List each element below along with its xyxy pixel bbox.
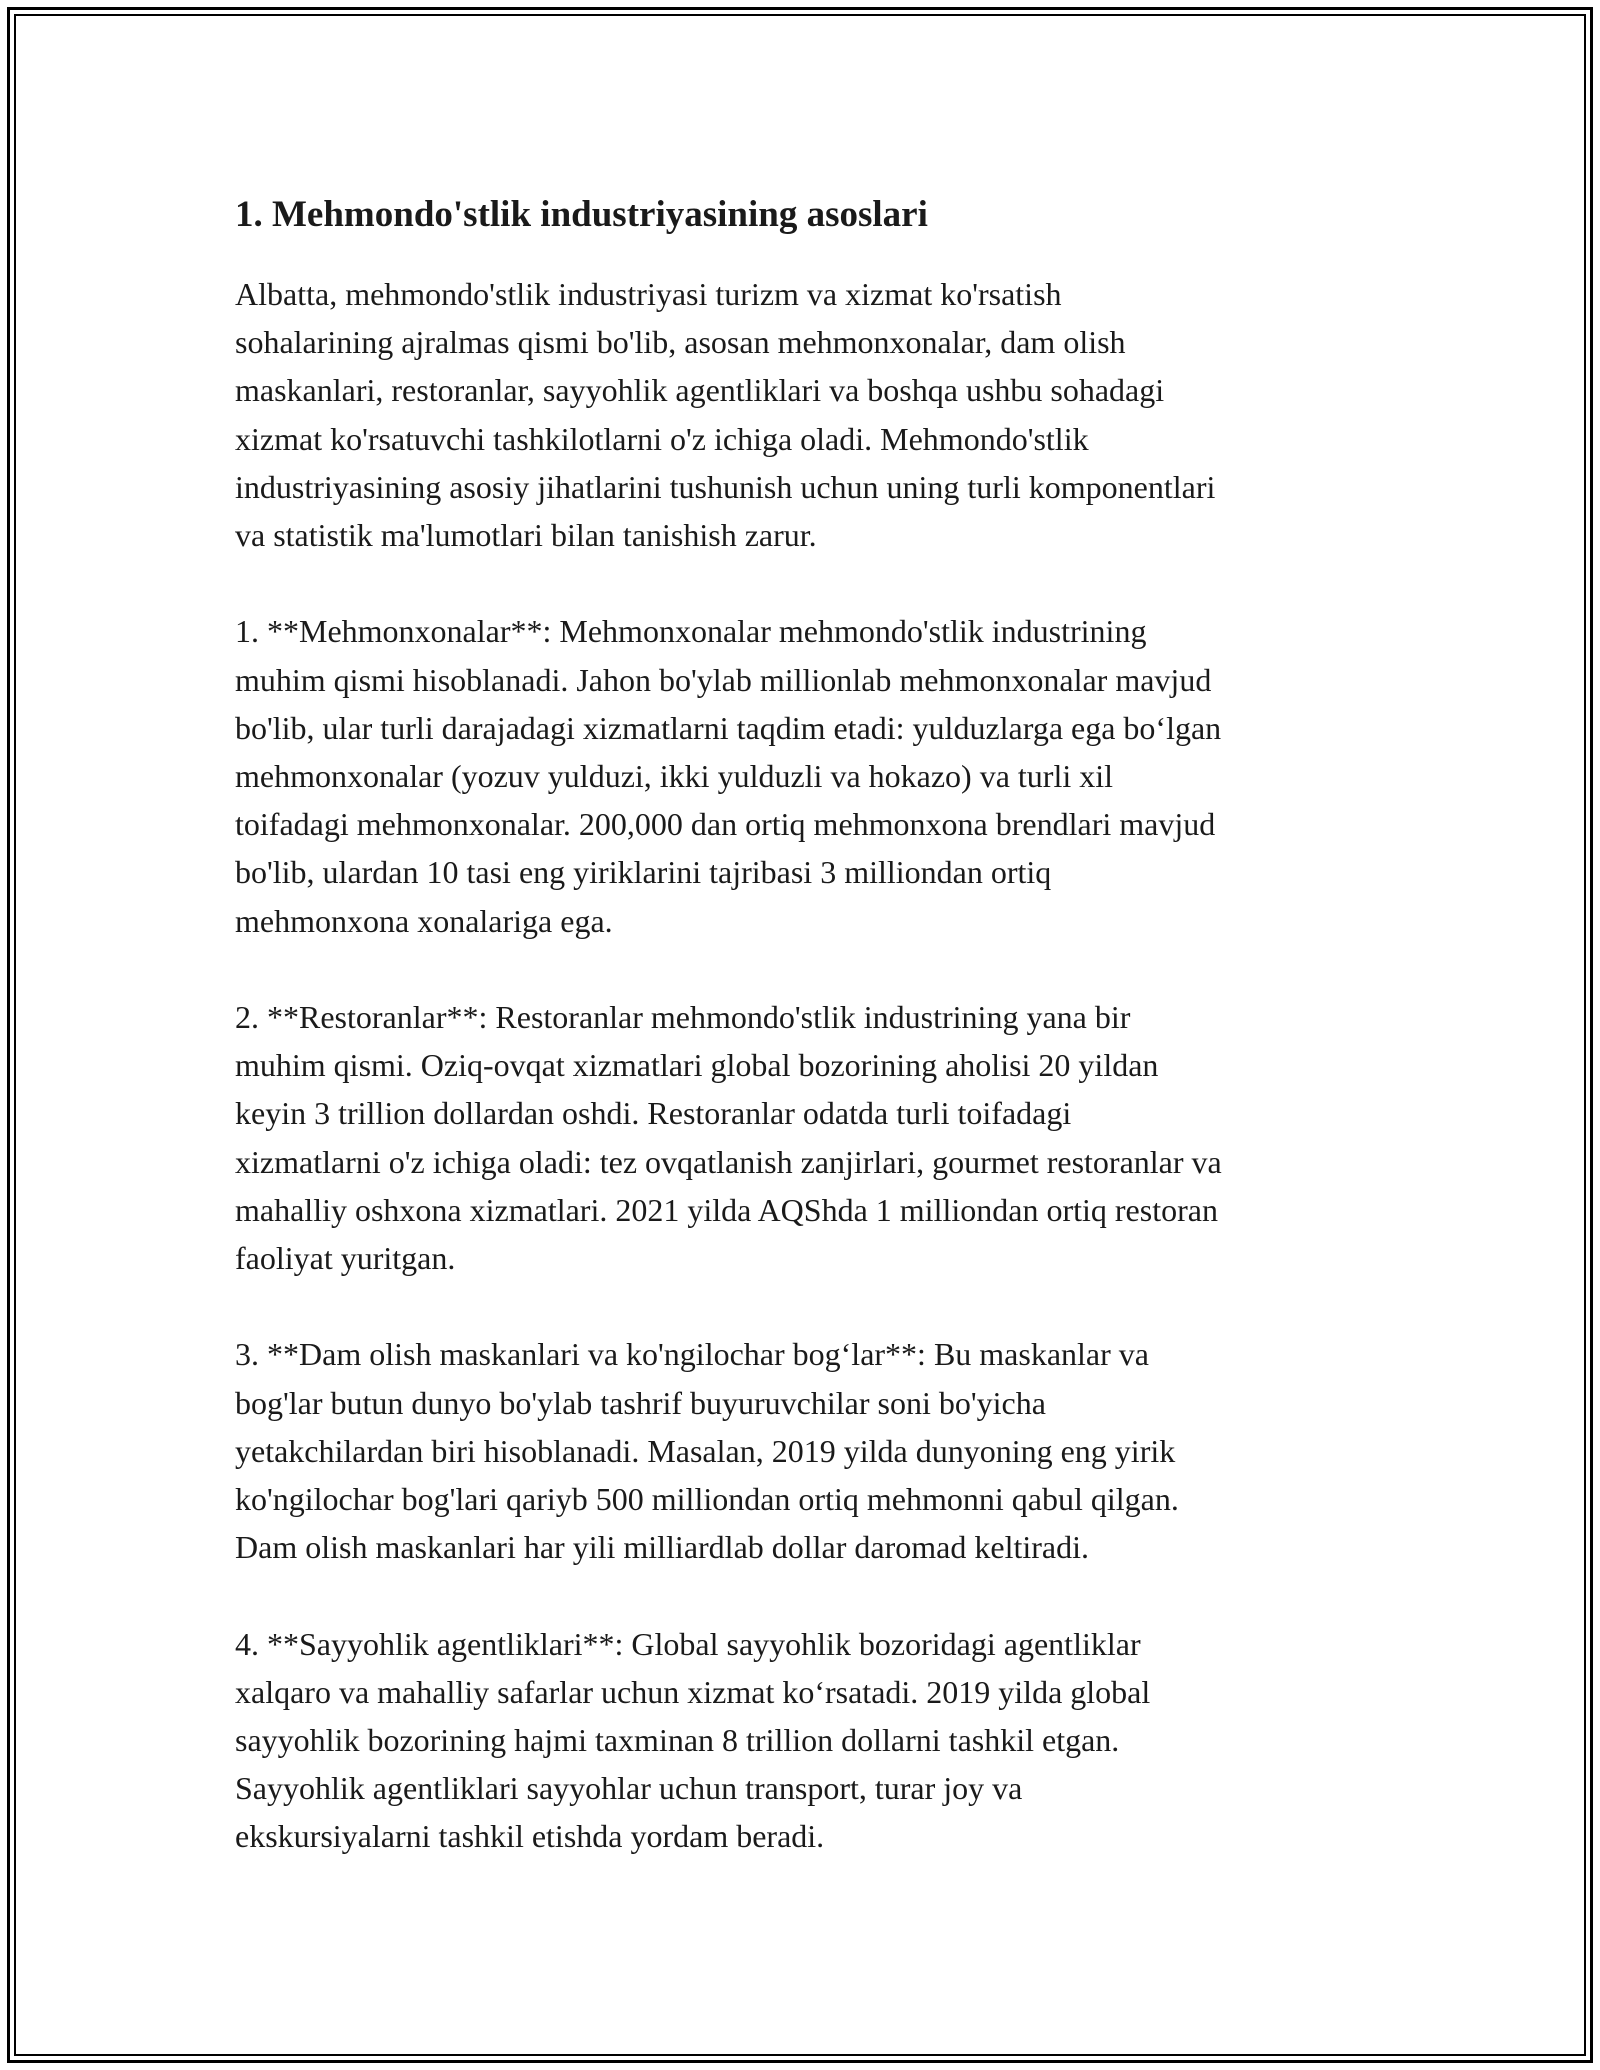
restaurants-paragraph: 2. **Restoranlar**: Restoranlar mehmondo'stlik industrining yana bir muhim qismi. Oziq-ovqat xizmatlari global bozorining aholisi 20 yildan keyin 3 trillion dollardan oshdi. Restoranlar odatda turli toifadagi xizmatlarni o'z ichiga oladi: tez ovqatlanish zanjirlari, gourmet restoranlar va mahalliy oshxona xizmatlari. 2021 yilda AQShda 1 milliondan ortiq restoran faoliyat yuritgan. [235,999,1222,1277]
section-title: 1. Mehmondo'stlik industriyasining asoslari [235,194,928,235]
hotels-paragraph: 1. **Mehmonxonalar**: Mehmonxonalar mehmondo'stlik industrining muhim qismi hisoblanadi. Jahon bo'ylab millionlab mehmonxonalar mavjud bo'lib, ular turli darajadagi xizmatlarni taqdim etadi: yulduzlarga ega bo‘lgan mehmonxonalar (yozuv yulduzi, ikki yulduzli va hokazo) va turli xil toifadagi mehmonxonalar. 200,000 dan ortiq mehmonxona brendlari mavjud bo'lib, ulardan 10 tasi eng yiriklarini tajribasi 3 milliondan ortiq mehmonxona xonalariga ega. [235,613,1222,939]
document-body [235,184,1375,1861]
resorts-parks-paragraph: 3. **Dam olish maskanlari va ko'ngilochar bog‘lar**: Bu maskanlar va bog'lar butun dunyo bo'ylab tashrif buyuruvchilar soni bo'yicha yetakchilardan biri hisoblanadi. Masalan, 2019 yilda dunyoning eng yirik ko'ngilochar bog'lari qariyb 500 milliondan ortiq mehmonni qabul qilgan. Dam olish maskanlari har yili milliardlab dollar daromad keltiradi. [235,1336,1179,1566]
intro-paragraph: Albatta, mehmondo'stlik industriyasi turizm va xizmat ko'rsatish sohalarining ajralmas qismi bo'lib, asosan mehmonxonalar, dam olish maskanlari, restoranlar, sayyohlik agentliklari va boshqa ushbu sohadagi xizmat ko'rsatuvchi tashkilotlarni o'z ichiga oladi. Mehmondo'stlik industriyasining asosiy jihatlarini tushunish uchun uning turli komponentlari va statistik ma'lumotlari bilan tanishish zarur. [235,276,1216,554]
travel-agencies-paragraph: 4. **Sayyohlik agentliklari**: Global sayyohlik bozoridagi agentliklar xalqaro va mahalliy safarlar uchun xizmat ko‘rsatadi. 2019 yilda global sayyohlik bozorining hajmi taxminan 8 trillion dollarni tashkil etgan. Sayyohlik agentliklari sayyohlar uchun transport, turar joy va ekskursiyalarni tashkil etishda yordam beradi. [235,1625,1151,1855]
